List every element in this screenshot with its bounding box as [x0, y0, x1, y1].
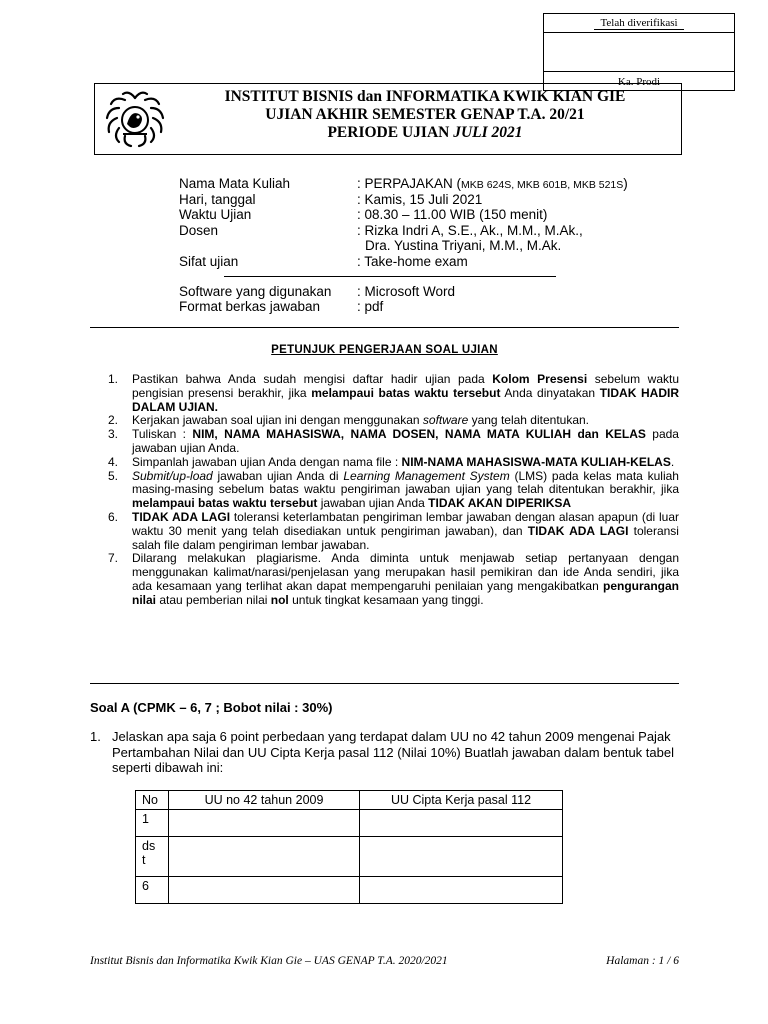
instruction-text: untuk tingkat kesamaan yang tinggi.: [288, 592, 484, 607]
instruction-item: [108, 456, 679, 470]
instruction-text: Tuliskan :: [132, 427, 193, 442]
section-title: Soal A (CPMK – 6, 7 ; Bobot nilai : 30%): [90, 700, 333, 715]
question-text: Jelaskan apa saja 6 point perbedaan yang terdapat dalam UU no 42 tahun 2009 mengenai Pajak Pertambahan Nilai dan UU Cipta Kerja pasal 112 (Nilai 10%) Buatlah jawaban dalam bentuk tabel seperti dibawah ini:: [112, 729, 674, 775]
format-value: : pdf: [357, 299, 384, 315]
instruction-text: melampaui batas waktu tersebut: [311, 385, 501, 400]
instruction-text: pada jawaban ujian Anda.: [132, 427, 679, 455]
instruction-text: TIDAK HADIR DALAM UJIAN.: [132, 385, 679, 414]
question-1: [90, 729, 679, 776]
table-cell: [360, 877, 563, 904]
instruction-text: NIM, NAMA MAHASISWA, NAMA DOSEN, NAMA MATA KULIAH dan KELAS: [192, 427, 646, 442]
instruction-text: Submit/up-load: [132, 468, 213, 483]
table-header: UU Cipta Kerja pasal 112: [360, 791, 563, 810]
instruction-text: jawaban ujian Anda di: [212, 468, 344, 483]
course-close: ): [623, 176, 628, 191]
instruction-number: 3.: [108, 427, 119, 442]
instruction-text: .: [670, 454, 675, 469]
instruction-item: [108, 552, 679, 607]
table-cell: [360, 837, 563, 877]
table-cell: ds t: [136, 837, 169, 877]
date-label: Hari, tanggal: [179, 191, 256, 207]
instruction-text: melampaui batas waktu tersebut: [132, 496, 318, 511]
instruction-number: 2.: [108, 413, 119, 428]
signature-cell: [543, 32, 735, 72]
verified-cell: [543, 13, 735, 33]
table-header: UU no 42 tahun 2009: [169, 791, 360, 810]
institution-name: INSTITUT BISNIS dan INFORMATIKA KWIK KIAN GIE: [224, 88, 626, 105]
instruction-text: Learning Management System: [343, 468, 510, 483]
exam-period: [177, 124, 673, 142]
course-codes: MKB 624S, MKB 601B, MKB 521S: [461, 179, 624, 191]
verified-label: Telah diverifikasi: [594, 17, 683, 30]
verification-box: [543, 13, 737, 88]
exam-title: UJIAN AKHIR SEMESTER GENAP T.A. 20/21: [265, 106, 585, 123]
lecturer-value-1: : Rizka Indri A, S.E., Ak., M.M., M.Ak.,: [357, 222, 583, 238]
instruction-text: Kolom Presensi: [492, 372, 588, 386]
nature-label: Sifat ujian: [179, 253, 239, 269]
header-titles: [177, 88, 673, 142]
footer-left: Institut Bisnis dan Informatika Kwik Kian Gie – UAS GENAP T.A. 2020/2021: [90, 955, 448, 967]
page-number: Halaman : 1 / 6: [606, 955, 679, 967]
instruction-number: 1.: [108, 372, 119, 386]
instruction-text: pengurangan nilai: [132, 578, 679, 607]
format-label: Format berkas jawaban: [179, 299, 321, 315]
instruction-text: TIDAK ADA LAGI: [132, 509, 231, 524]
instruction-number: 7.: [108, 551, 119, 566]
section-divider-bottom: [90, 683, 679, 684]
lecturer-label: Dosen: [179, 222, 219, 238]
instruction-text: Anda dinyatakan: [500, 385, 600, 400]
lecturer-value-2: Dra. Yustina Triyani, M.M., M.Ak.: [365, 238, 562, 254]
instruction-item: [108, 373, 679, 414]
period-month: JULI 2021: [453, 124, 523, 141]
instruction-text: TIDAK ADA LAGI: [527, 523, 629, 538]
institution-logo: [103, 88, 167, 150]
instruction-text: yang telah ditentukan.: [468, 413, 590, 428]
table-cell: [169, 877, 360, 904]
date-value: : Kamis, 15 Juli 2021: [357, 191, 483, 207]
instructions-list: [108, 373, 679, 608]
instruction-text: toleransi salah file dalam pengiriman lembar jawaban.: [132, 523, 679, 552]
table-cell: [169, 837, 360, 877]
instruction-text: jawaban ujian Anda: [317, 496, 429, 511]
instructions-title: PETUNJUK PENGERJAAN SOAL UJIAN: [271, 344, 498, 356]
software-value: : Microsoft Word: [357, 283, 456, 299]
table-header: No: [136, 791, 169, 810]
page-footer: [90, 955, 679, 967]
table-cell: 1: [136, 810, 169, 837]
instruction-text: toleransi keterlambatan pengiriman lembar jawaban dengan alasan apapun (di luar waktu 30 menit yang telah disediakan untuk pengiriman jawaban), dan: [132, 509, 680, 538]
course-name: : PERPAJAKAN (: [357, 176, 462, 191]
instruction-text: Dilarang melakukan plagiarisme. Anda diminta untuk menjawab setiap pertanyaan dengan menggunakan kalimat/narasi/penjelasan yang merupakan hasil pemikiran dan ide Anda sendiri, jika ada kesamaan yang terlihat akan dapat mempengaruhi penilaian yang mengakibatkan: [132, 551, 679, 593]
time-value: : 08.30 – 11.00 WIB (150 menit): [357, 207, 548, 223]
table-cell: 6: [136, 877, 169, 904]
instruction-item: [108, 470, 679, 511]
instruction-text: TIDAK AKAN DIPERIKSA: [428, 496, 572, 511]
table-cell: [169, 810, 360, 837]
info-divider: [224, 276, 556, 277]
course-label: Nama Mata Kuliah: [179, 176, 291, 191]
answer-table: [135, 790, 563, 904]
instruction-number: 4.: [108, 454, 119, 469]
instruction-text: nol: [270, 592, 289, 607]
instruction-text: sebelum waktu pengisian presensi berakhir, jika: [132, 372, 680, 400]
section-divider-top: [90, 327, 679, 328]
instruction-text: software: [422, 413, 469, 428]
time-label: Waktu Ujian: [179, 207, 252, 223]
exam-header: [94, 83, 682, 155]
signer-label: Ka. Prodi: [543, 71, 735, 91]
instruction-item: [108, 414, 679, 428]
question-number: 1.: [90, 729, 101, 744]
instruction-text: atau pemberian nilai: [156, 592, 271, 607]
period-prefix: PERIODE UJIAN: [327, 124, 450, 141]
nature-value: : Take-home exam: [357, 253, 468, 269]
software-label: Software yang digunakan: [179, 283, 332, 299]
instruction-item: [108, 428, 679, 456]
instruction-text: Kerjakan jawaban soal ujian ini dengan menggunakan: [132, 413, 423, 428]
table-cell: [360, 810, 563, 837]
instruction-item: [108, 511, 679, 552]
instruction-text: NIM-NAMA MAHASISWA-MATA KULIAH-KELAS: [401, 454, 671, 469]
instruction-number: 6.: [108, 509, 119, 524]
instruction-number: 5.: [108, 468, 119, 483]
instruction-text: Pastikan bahwa Anda sudah mengisi daftar hadir ujian pada: [132, 372, 493, 386]
instruction-text: (LMS) pada kelas mata kuliah masing-masing sebelum batas waktu pengiriman jawaban ujian yang telah ditentukan berakhir, jika: [132, 468, 679, 497]
instruction-text: Simpanlah jawaban ujian Anda dengan nama file :: [132, 454, 402, 469]
